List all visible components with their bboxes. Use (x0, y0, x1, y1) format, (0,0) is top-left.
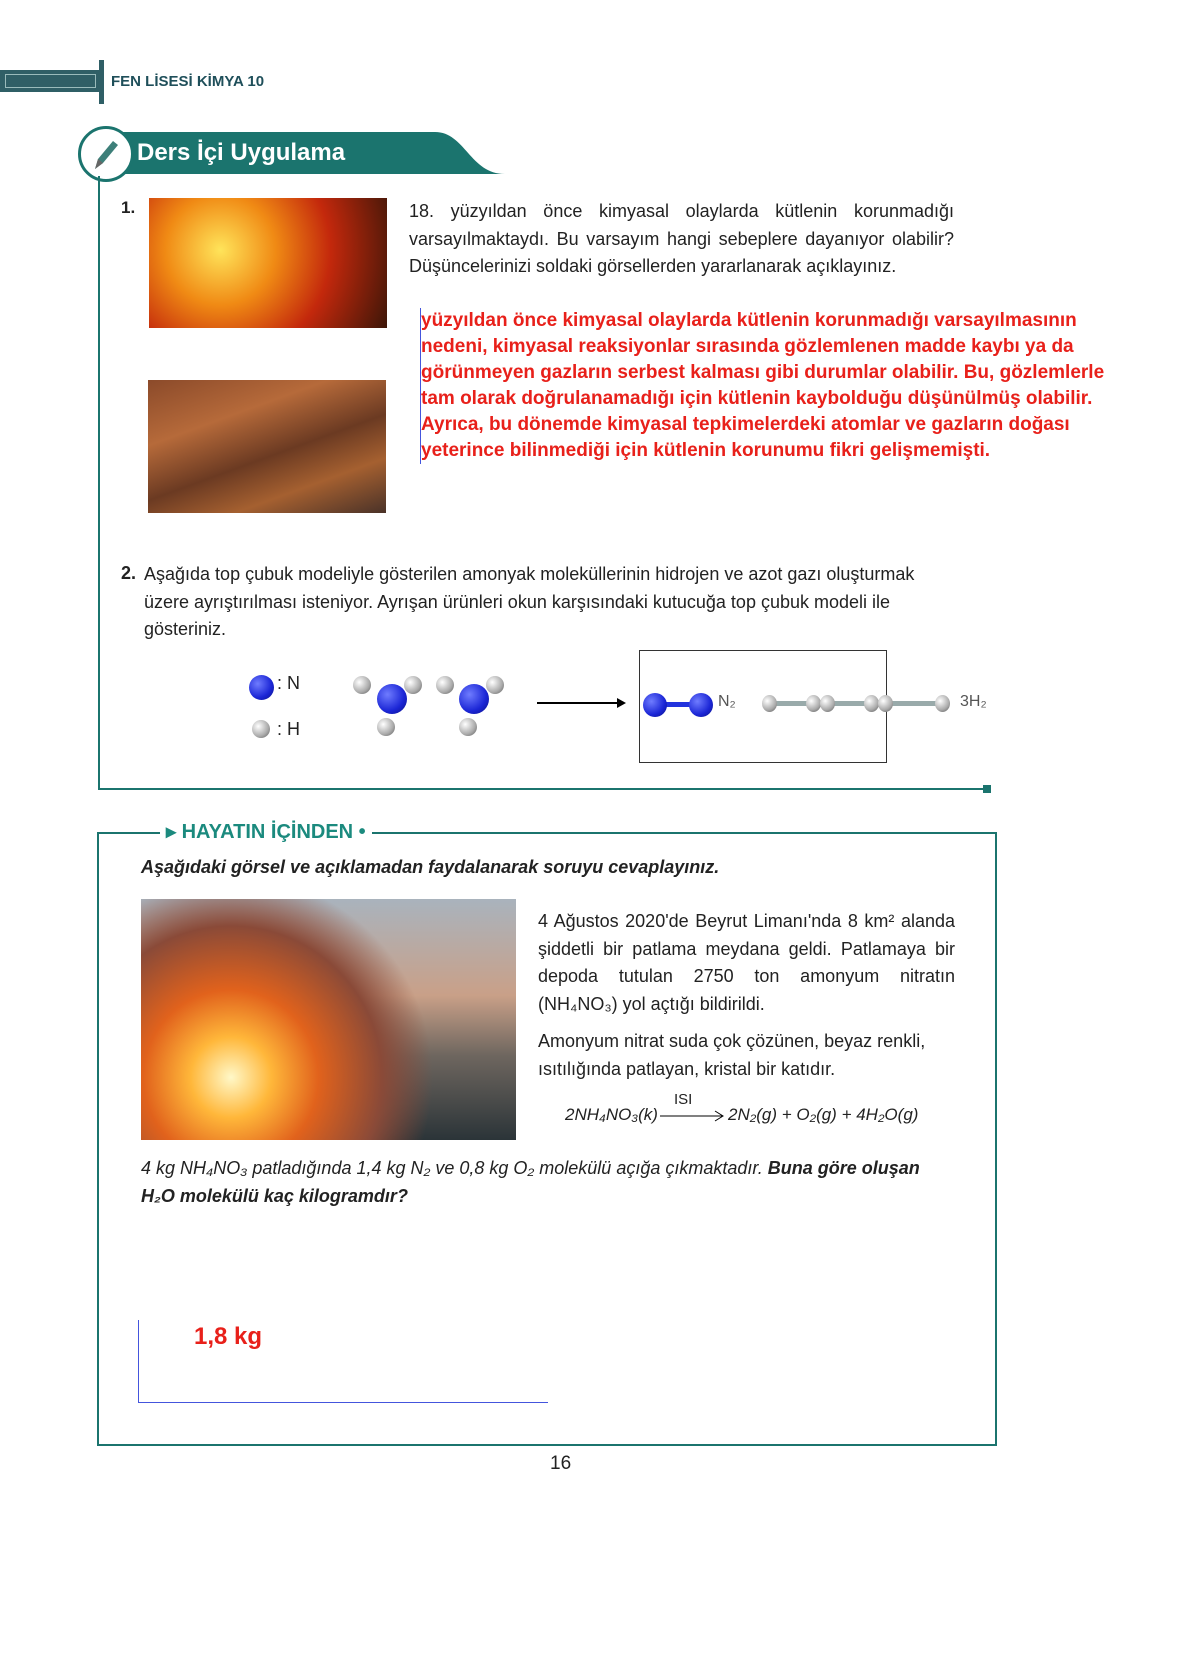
question-text: 4 kg NH₄NO₃ patladığında 1,4 kg N₂ ve 0,8 kg O₂ molekülü açığa çıkmaktadır. (141, 1158, 763, 1178)
header-bar (0, 70, 100, 92)
real-life-title-text: HAYATIN İÇİNDEN (181, 821, 354, 843)
beirut-explosion-image (141, 899, 516, 1140)
equation-left: 2NH₄NO₃(k) (565, 1105, 658, 1124)
q2-text: Aşağıda top çubuk modeliyle gösterilen amonyak moleküllerinin hidrojen ve azot gazı oluşturmak üzere ayrıştırılması isteniyor. Ayrışan ürünleri okun karşısındaki kutucuğa top çubuk modeli ile gösteriniz. (144, 564, 915, 639)
equation-right: 2N₂(g) + O₂(g) + 4H₂O(g) (728, 1105, 919, 1124)
q1-answer: yüzyıldan önce kimyasal olaylarda kütlenin korunmadığı varsayılmasının nedeni, kimyasal reaksiyonlar sırasında gözlemlenen madde kaybı ya da görünmeyen gazların serbest kalması gibi durumlar olabilir. Bu, gözlemlerle tam olarak doğrulanamadığı için kütlenin kaybolduğu düşünülmüş olabilir. Ayrıca, bu dönemde kimyasal tepkimelerdeki atomlar ve gazların doğası yeterince bilinmediği için kütlenin korunumu fikri gelişmemişti. (420, 308, 1111, 464)
q1-column (409, 198, 1109, 464)
header-divider (99, 60, 104, 104)
reaction-arrow-icon (537, 696, 627, 710)
hayat-answer: 1,8 kg (194, 1323, 263, 1350)
nitrogen-legend-atom (249, 675, 274, 700)
equation-arrow-label: ISI (674, 1091, 693, 1108)
real-life-title: ▸ HAYATIN İÇİNDEN • (160, 819, 372, 844)
legend-n: : N (277, 673, 301, 693)
question (141, 1155, 956, 1210)
legend-h: : H (277, 719, 301, 739)
fire-image (149, 198, 387, 328)
q1-text: 18. yüzyıldan önce kimyasal olaylarda kütlenin korunmadığı varsayılmaktaydı. Bu varsayım hangi sebeplere dayanıyor olabilir? Düşüncelerinizi soldaki görsellerden yararlanarak açıklayınız. (409, 201, 954, 276)
paragraph-1: 4 Ağustos 2020'de Beyrut Limanı'nda 8 km² alanda şiddetli bir patlama meydana geldi. Patlamaya bir depoda tutulan 2750 ton amonyum nitratın (NH₄NO₃) yol açtığı bildirildi. (538, 911, 955, 1014)
instruction: Aşağıdaki görsel ve açıklamadan faydalanarak soruyu cevaplayınız. (141, 857, 720, 877)
equation-arrow-icon (660, 1110, 724, 1122)
paragraph-2: Amonyum nitrat suda çok çözünen, beyaz renkli, ısıtılığında patlayan, kristal bir katıdır. (538, 1031, 926, 1079)
hydrogen-legend-atom (252, 720, 270, 738)
equation (538, 1091, 955, 1125)
box-corner-marker (983, 785, 991, 793)
q1-number: 1. (121, 198, 136, 217)
book-title: FEN LİSESİ KİMYA 10 (111, 73, 265, 90)
rusted-metal-image (148, 380, 386, 513)
question-bold: Buna göre oluşan H₂O molekülü kaç kilogramdır? (141, 1158, 920, 1206)
real-life-text-column (538, 908, 955, 1125)
page-number: 16 (550, 1453, 572, 1474)
n2-label: N₂ (718, 693, 736, 710)
pencil-icon (78, 126, 134, 182)
h2-label: 3H₂ (960, 693, 987, 710)
section-title: Ders İçi Uygulama (137, 139, 346, 166)
q2-number: 2. (121, 563, 137, 583)
